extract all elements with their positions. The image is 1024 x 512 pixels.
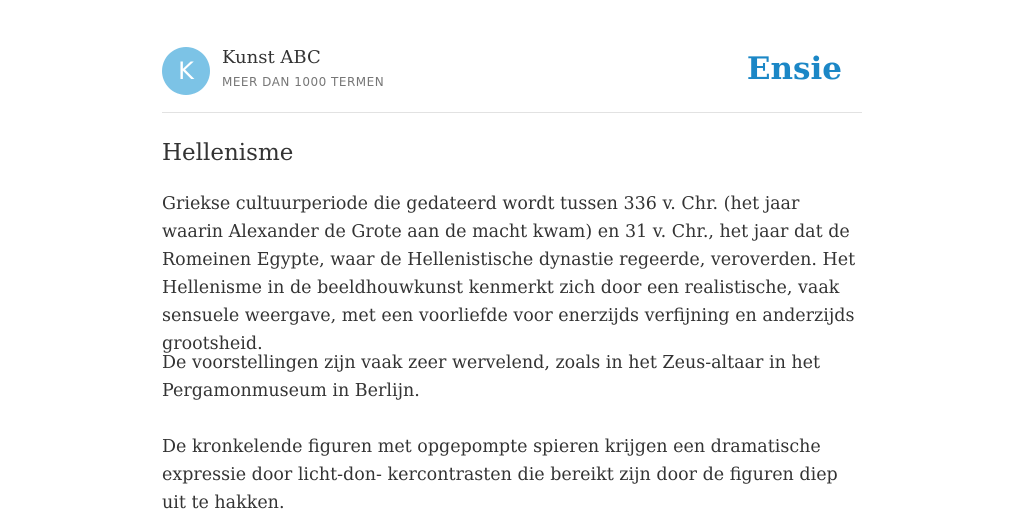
avatar[interactable]: K xyxy=(162,47,210,95)
article-paragraph-2: De voorstellingen zijn vaak zeer wervelend, zoals in het Zeus-altaar in het Pergamonmuseum in Berlijn. xyxy=(162,353,821,401)
page-container xyxy=(162,0,862,512)
page-title: Hellenisme xyxy=(162,140,294,166)
article-paragraph-1: Griekse cultuurperiode die gedateerd wordt tussen 336 v. Chr. (het jaar waarin Alexander de Grote aan de macht kwam) en 31 v. Chr., het jaar dat de Romeinen Egypte, waar de Hellenistische dynastie regeerde, veroverden. Het Hellenisme in de beeldhouwkunst kenmerkt zich door een realistische, vaak sensuele weergave, met een voorliefde voor enerzijds verfijning en anderzijds grootsheid. xyxy=(162,194,856,354)
ensie-logo[interactable]: Ensie xyxy=(746,51,842,87)
site-name[interactable]: Kunst ABC xyxy=(222,47,321,68)
site-header xyxy=(162,0,862,113)
article-paragraph-3: De kronkelende figuren met opgepompte spieren krijgen een dramatische expressie door licht-don- kercontrasten die bereikt zijn door de figuren diep uit te hakken. xyxy=(162,437,838,512)
site-subtitle: MEER DAN 1000 TERMEN xyxy=(222,75,385,89)
